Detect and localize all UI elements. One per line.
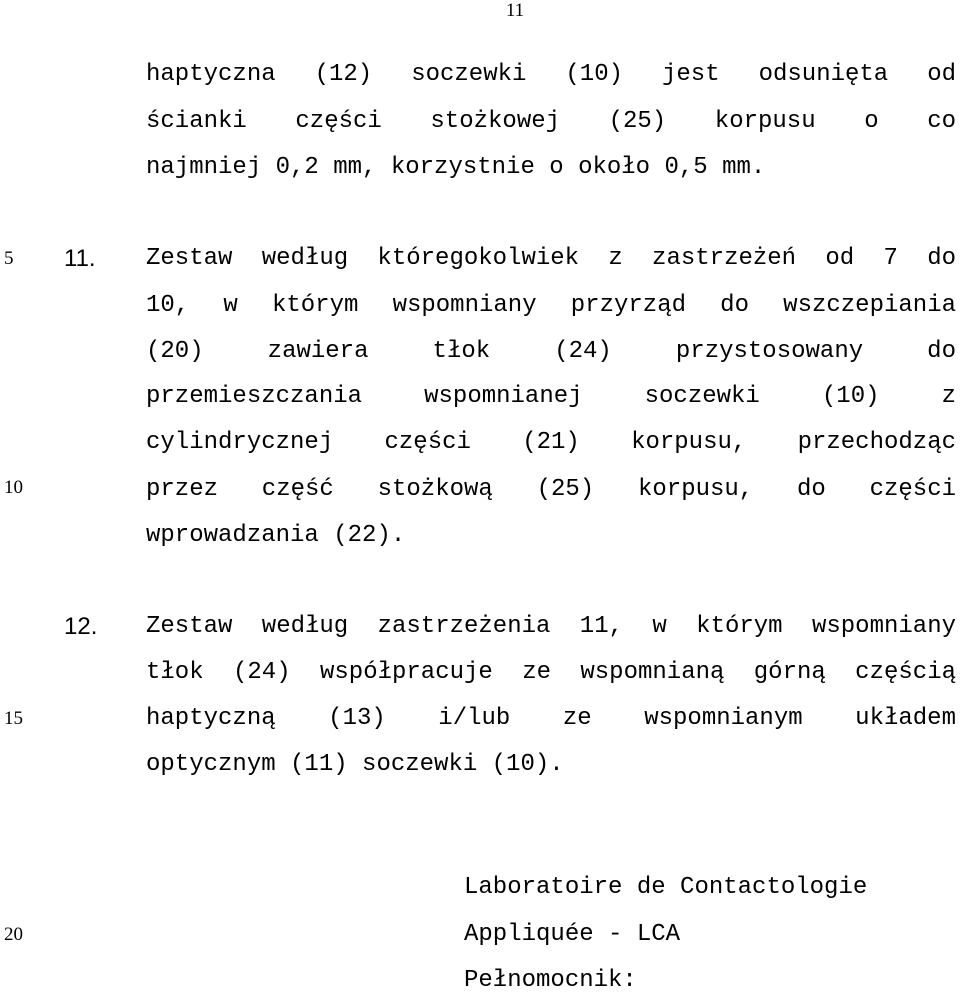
text-line: tłok (24) współpracuje ze wspomnianą górną częścią — [146, 659, 956, 686]
text-line: (20) zawiera tłok (24) przystosowany do — [146, 338, 956, 365]
applicant-name-continued: Appliquée - LCA — [464, 921, 681, 948]
margin-line-number-20: 20 — [4, 924, 23, 945]
attorney-label: Pełnomocnik: — [464, 967, 637, 994]
text-line: ścianki części stożkowej (25) korpusu o co — [146, 108, 956, 135]
text-line: haptyczna (12) soczewki (10) jest odsunięta od — [146, 61, 956, 88]
text-line: Zestaw według zastrzeżenia 11, w którym wspomniany — [146, 613, 956, 640]
text-line: 10, w którym wspomniany przyrząd do wszczepiania — [146, 292, 956, 319]
text-line: przemieszczania wspomnianej soczewki (10) z — [146, 383, 956, 410]
margin-line-number-15: 15 — [4, 708, 23, 729]
margin-line-number-5: 5 — [4, 248, 14, 269]
text-line: cylindrycznej części (21) korpusu, przechodząc — [146, 429, 956, 456]
page-number: 11 — [505, 0, 525, 21]
applicant-name: Laboratoire de Contactologie — [464, 874, 868, 901]
text-line: najmniej 0,2 mm, korzystnie o około 0,5 mm. — [146, 154, 766, 181]
claim-number: 11. — [64, 245, 96, 272]
claim-number: 12. — [64, 613, 98, 640]
text-line: Zestaw według któregokolwiek z zastrzeżeń od 7 do — [146, 245, 956, 272]
margin-line-number-10: 10 — [4, 477, 23, 498]
text-line: wprowadzania (22). — [146, 522, 406, 549]
text-line: haptyczną (13) i/lub ze wspomnianym układem — [146, 705, 956, 732]
text-line: przez część stożkową (25) korpusu, do części — [146, 476, 956, 503]
text-line: optycznym (11) soczewki (10). — [146, 751, 564, 778]
